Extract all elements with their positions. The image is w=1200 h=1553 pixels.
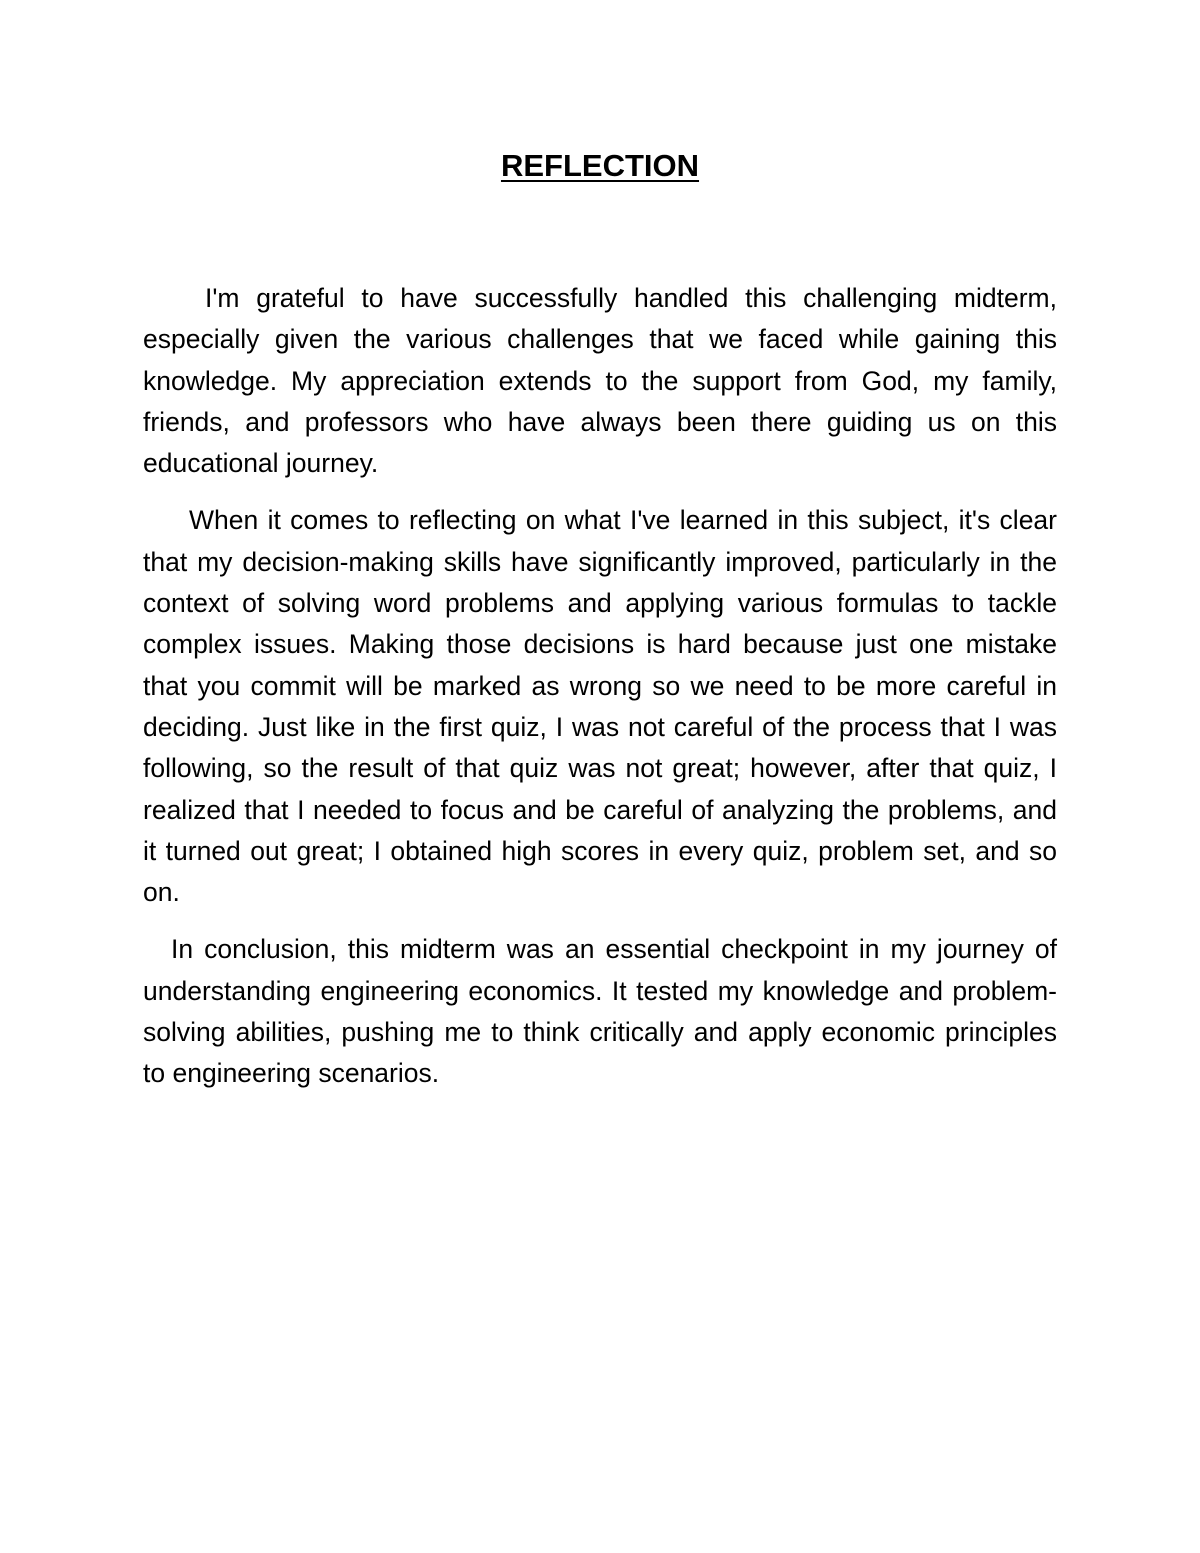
paragraph-learning: When it comes to reflecting on what I've learned in this subject, it's clear that my decision-making skills have significantly improved, particularly in the context of solving word problems and applying various formulas to tackle complex issues. Making those decisions is hard because just one mistake that you commit will be marked as wrong so we need to be more careful in deciding. Just like in the first quiz, I was not careful of the process that I was following, so the result of that quiz was not great; however, after that quiz, I realized that I needed to focus and be careful of analyzing the problems, and it turned out great; I obtained high scores in every quiz, problem set, and so on. bbox=[143, 505, 1057, 908]
paragraph-gratitude: I'm grateful to have successfully handled this challenging midterm, especially given the various challenges that we faced while gaining this knowledge. My appreciation extends to the support from God, my family, friends, and professors who have always been there guiding us on this educational journey. bbox=[143, 283, 1057, 479]
document-title bbox=[0, 146, 1200, 186]
paragraph-conclusion: In conclusion, this midterm was an essential checkpoint in my journey of understanding engineering economics. It tested my knowledge and problem-solving abilities, pushing me to think critically and apply economic principles to engineering scenarios. bbox=[143, 934, 1057, 1089]
document-title-text: REFLECTION bbox=[500, 148, 700, 183]
document-body bbox=[143, 278, 1057, 1095]
